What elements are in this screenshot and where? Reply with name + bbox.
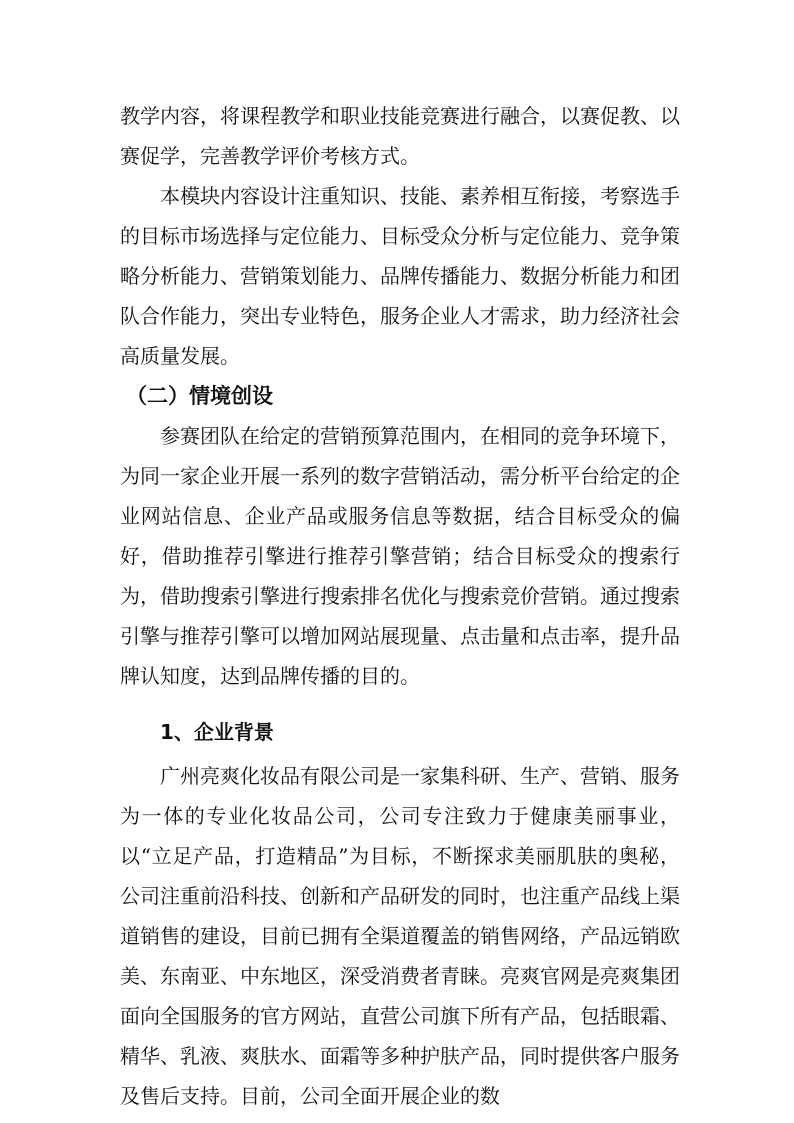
paragraph-module-design: 本模块内容设计注重知识、技能、素养相互衔接，考察选手的目标市场选择与定位能力、目标受众分析与定位能力、竞争策略分析能力、营销策划能力、品牌传播能力、数据分析能力和团队合作能力，突出专业特色，服务企业人才需求，助力经济社会高质量发展。: [120, 184, 680, 368]
subsection-heading-company-background: 1、企业背景: [160, 720, 274, 744]
paragraph-teaching-content: 教学内容，将课程教学和职业技能竞赛进行融合，以赛促教、以赛促学，完善教学评价考核方式。: [120, 104, 680, 168]
document-body: [120, 96, 680, 1116]
paragraph-scenario: 参赛团队在给定的营销预算范围内，在相同的竞争环境下，为同一家企业开展一系列的数字营销活动，需分析平台给定的企业网站信息、企业产品或服务信息等数据，结合目标受众的偏好，借助推荐引擎进行推荐引擎营销；结合目标受众的搜索行为，借助搜索引擎进行搜索排名优化与搜索竞价营销。通过搜索引擎与推荐引擎可以增加网站展现量、点击量和点击率，提升品牌认知度，达到品牌传播的目的。: [120, 424, 680, 688]
section-heading-scenario: （二）情境创设: [126, 384, 273, 408]
paragraph-company-background: 广州亮爽化妆品有限公司是一家集科研、生产、营销、服务为一体的专业化妆品公司，公司专注致力于健康美丽事业，以“立足产品，打造精品”为目标，不断探求美丽肌肤的奥秘，公司注重前沿科技、创新和产品研发的同时，也注重产品线上渠道销售的建设，目前已拥有全渠道覆盖的销售网络，产品远销欧美、东南亚、中东地区，深受消费者青睐。亮爽官网是亮爽集团面向全国服务的官方网站，直营公司旗下所有产品，包括眼霜、精华、乳液、爽肤水、面霜等多种护肤产品，同时提供客户服务及售后支持。目前，公司全面开展企业的数: [120, 764, 680, 1108]
